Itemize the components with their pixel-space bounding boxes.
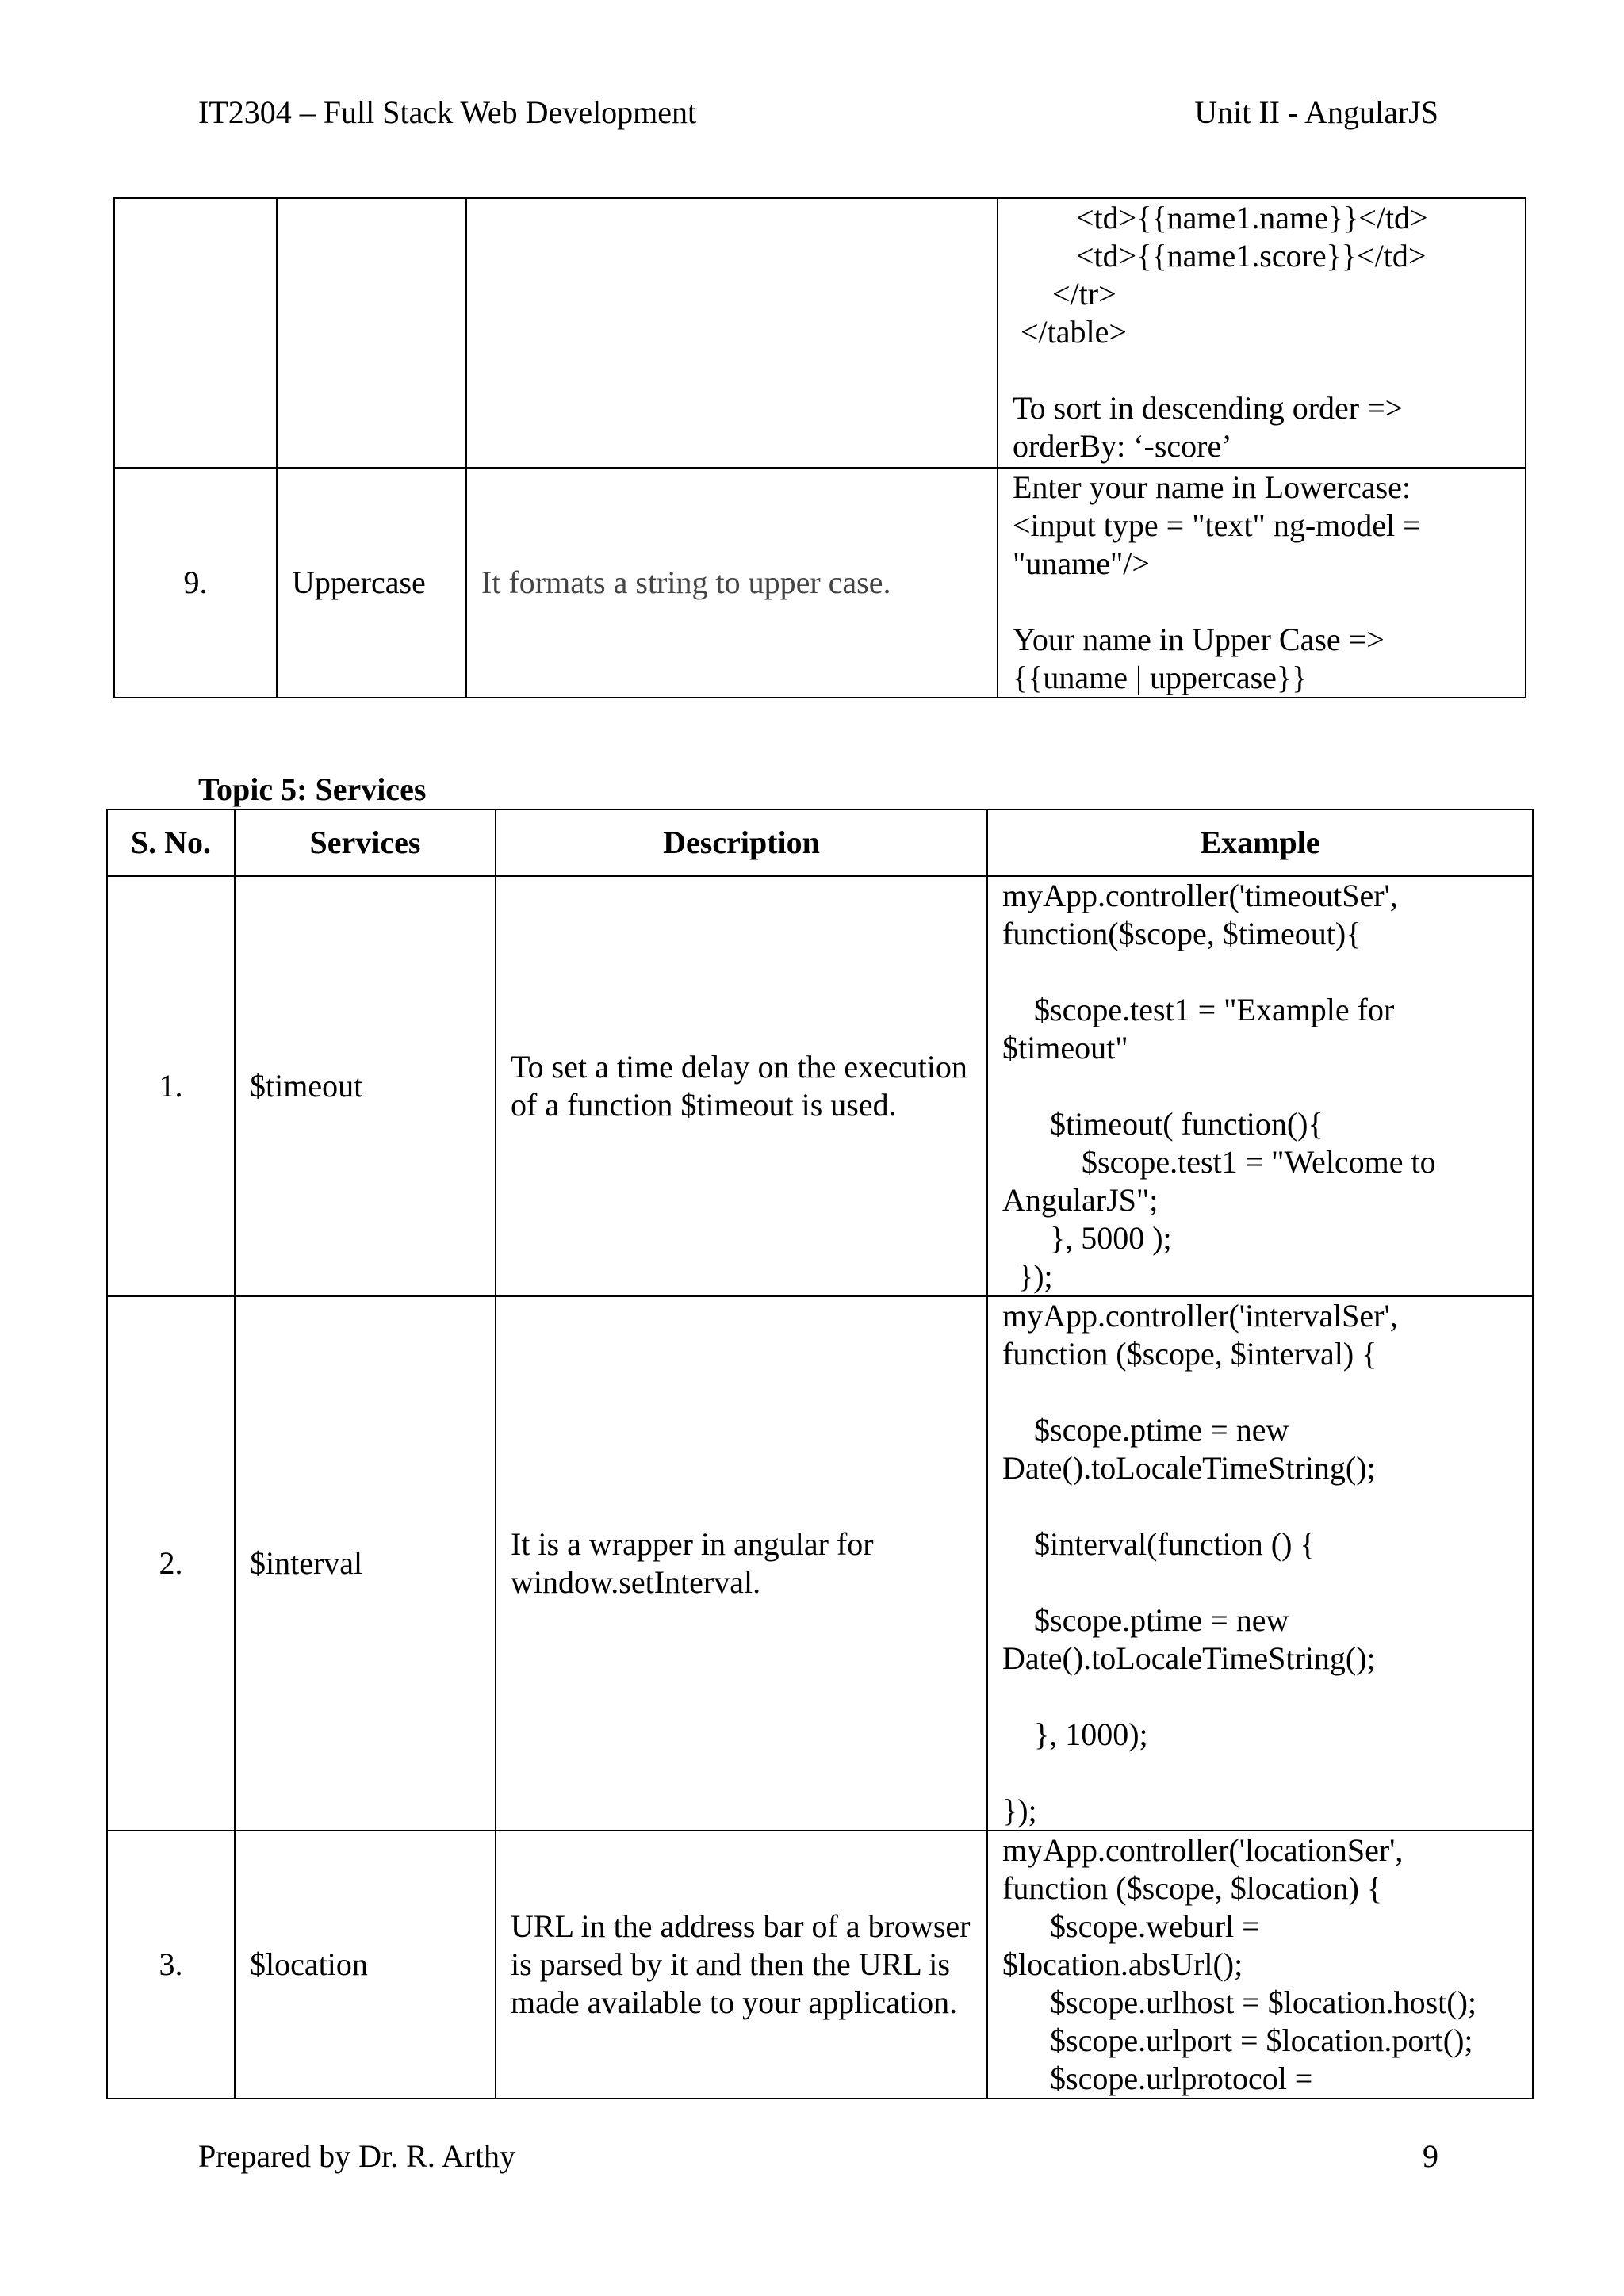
column-header-services: Services (235, 809, 496, 876)
page-number: 9 (1423, 2138, 1438, 2174)
service-example: myApp.controller('timeoutSer', function($scope, $timeout){ $scope.test1 = "Example for $timeout" $timeout( function(){ $scope.test1 = "Welcome to AngularJS"; }, 5000 ); }); (987, 876, 1533, 1296)
filter-name (277, 198, 466, 468)
table-row (114, 198, 1526, 468)
header-course-title: IT2304 – Full Stack Web Development (198, 94, 697, 130)
filter-example: Enter your name in Lowercase: <input type = "text" ng-model = "uname"/> Your name in Upper Case => {{uname | uppercase}} (998, 468, 1526, 698)
service-example: myApp.controller('locationSer', function ($scope, $location) { $scope.weburl = $location.absUrl(); $scope.urlhost = $location.host(); $scope.urlport = $location.port(); $scope.urlprotocol = (987, 1831, 1533, 2099)
filter-description (466, 198, 998, 468)
service-name: $timeout (235, 876, 496, 1296)
footer-author: Prepared by Dr. R. Arthy (198, 2138, 515, 2174)
table-row (107, 1831, 1533, 2099)
services-table (106, 809, 1534, 2099)
header-unit-title: Unit II - AngularJS (1194, 94, 1438, 130)
row-number: 1. (107, 876, 235, 1296)
service-name: $location (235, 1831, 496, 2099)
table-row (107, 1296, 1533, 1831)
row-number: 3. (107, 1831, 235, 2099)
row-number: 2. (107, 1296, 235, 1831)
service-description: To set a time delay on the execution of a function $timeout is used. (496, 876, 987, 1296)
column-header-description: Description (496, 809, 987, 876)
table-row (107, 876, 1533, 1296)
row-number: 9. (114, 468, 277, 698)
filter-description: It formats a string to upper case. (466, 468, 998, 698)
filter-name: Uppercase (277, 468, 466, 698)
column-header-sno: S. No. (107, 809, 235, 876)
service-description: URL in the address bar of a browser is parsed by it and then the URL is made available to your application. (496, 1831, 987, 2099)
table-header-row (107, 809, 1533, 876)
filters-table (113, 197, 1526, 698)
service-example: myApp.controller('intervalSer', function ($scope, $interval) { $scope.ptime = new Date().toLocaleTimeString(); $interval(function () { $scope.ptime = new Date().toLocaleTimeString(); }, 1000); }); (987, 1296, 1533, 1831)
table-row (114, 468, 1526, 698)
filter-example: <td>{{name1.name}}</td> <td>{{name1.score}}</td> </tr> </table> To sort in descending order => orderBy: ‘-score’ (998, 198, 1526, 468)
service-name: $interval (235, 1296, 496, 1831)
column-header-example: Example (987, 809, 1533, 876)
row-number (114, 198, 277, 468)
topic-title: Topic 5: Services (198, 771, 427, 807)
service-description: It is a wrapper in angular for window.setInterval. (496, 1296, 987, 1831)
